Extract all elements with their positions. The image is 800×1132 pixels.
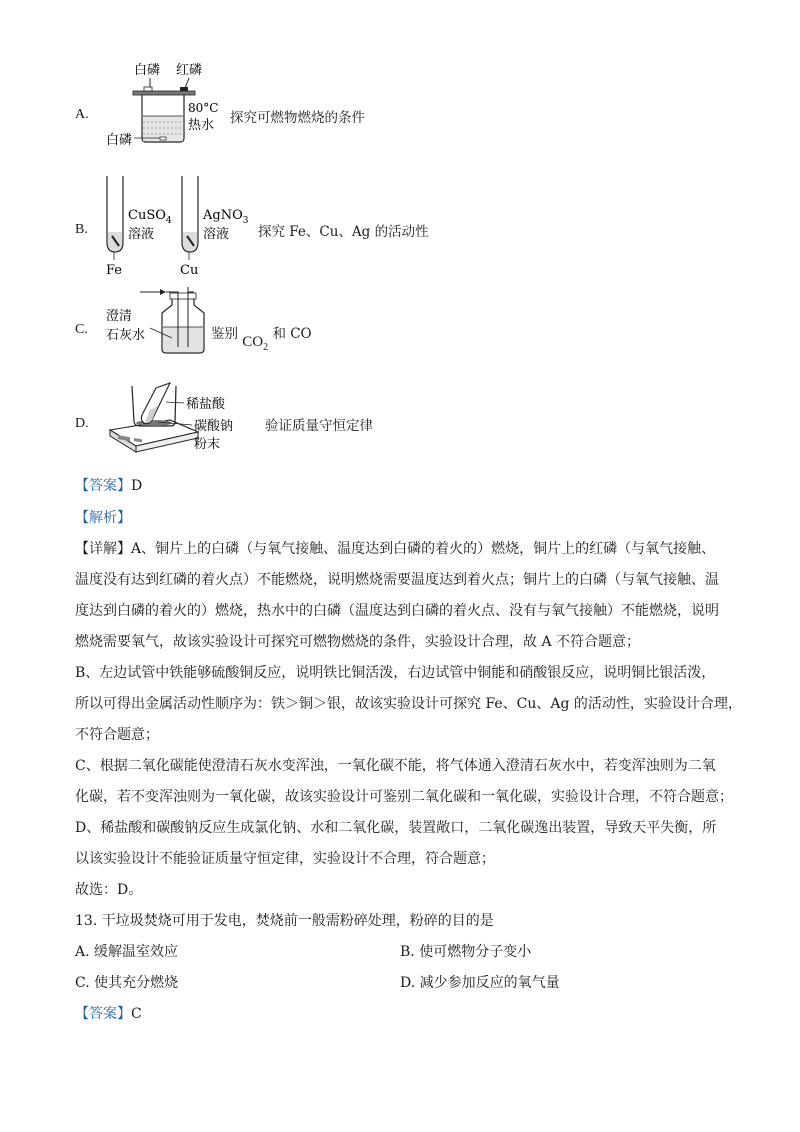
desc-suffix: 和 CO [272,326,312,342]
label-hot-water: 热水 [188,118,215,133]
option-b-letter: B. [75,222,88,237]
label-red-phosphorus: 红磷 [176,63,203,78]
q13-option-c: C. 使其充分燃烧 [75,975,179,991]
option-d-description: 验证质量守恒定律 [265,418,373,434]
detail-line-1: 【详解】A、铜片上的白磷（与氧气接触、温度达到白磷的着火的）燃烧，铜片上的红磷（与氧气接触、 [75,541,716,557]
gas-washing-bottle-figure [100,283,210,358]
question-13-stem: 13. 干垃圾焚烧可用于发电，焚烧前一般需粉碎处理，粉碎的目的是 [75,913,494,929]
option-a-letter: A. [75,107,89,122]
detail-line-12: 故选：D。 [75,882,143,898]
label-white-phosphorus-top: 白磷 [134,63,161,78]
detail-line-11: 以该实验设计不能验证质量守恒定律，实验设计不合理，符合题意； [75,851,495,867]
detail-line-9: 化碳，若不变浑浊则为一氧化碳，故该实验设计可鉴别二氧化碳和一氧化碳，实验设计合理，不符合题意； [75,789,733,805]
detail-line-5: B、左边试管中铁能够硫酸铜反应，说明铁比铜活泼，右边试管中铜能和硝酸银反应，说明铜比银活泼， [75,665,716,681]
option-c-letter: C. [75,322,88,337]
q13-option-b: B. 使可燃物分子变小 [400,944,532,960]
balance-experiment-figure [100,380,260,455]
analysis-tag: 【解析】 [75,510,131,526]
label-fe: Fe [106,263,123,278]
desc-prefix: 鉴别 [211,326,238,342]
detail-line-2: 温度没有达到红磷的着火点）不能燃烧，说明燃烧需要温度达到着火点；铜片上的白磷（与氧气接触、温 [75,572,719,588]
label-sodium-carbonate: 碳酸钠 [194,419,234,434]
option-b-description: 探究 Fe、Cu、Ag 的活动性 [258,224,429,240]
detail-tag: 【详解】 [75,541,131,557]
option-c-description [211,322,312,353]
answer-tag: 【答案】 [75,478,131,494]
label-agno3: AgNO$_3$ [203,208,249,226]
answer-value: D [131,478,143,494]
label-limewater-2: 石灰水 [106,328,146,343]
option-a-description: 探究可燃物燃烧的条件 [230,110,365,126]
label-limewater-1: 澄清 [106,309,133,324]
label-temperature: 80°C [188,101,219,115]
desc-co2: $CO_2$ [242,334,269,353]
detail-line-3: 度达到白磷的着火的）燃烧，热水中的白磷（温度达到白磷的着火点、没有与氧气接触）不能燃烧，说明 [75,603,719,619]
label-solution-1: 溶液 [128,227,155,242]
label-solution-2: 溶液 [203,227,230,242]
combustion-apparatus-figure [100,58,230,150]
answer-2-value: C [131,1006,142,1022]
label-cuso4: CuSO$_4$ [128,208,172,226]
answer-1 [75,475,142,495]
label-white-phosphorus-bottom: 白磷 [106,133,133,148]
answer-2-tag: 【答案】 [75,1006,131,1022]
label-dilute-hcl: 稀盐酸 [186,397,226,412]
detail-line-4: 燃烧需要氧气，故该实验设计可探究可燃物燃烧的条件，实验设计合理，故 A 不符合题意； [75,634,641,650]
metal-activity-figure [100,170,250,280]
option-d-letter: D. [75,416,89,431]
q13-option-a: A. 缓解温室效应 [75,944,179,960]
detail-line-8: C、根据二氧化碳能使澄清石灰水变浑浊，一氧化碳不能，将气体通入澄清石灰水中，若变浑浊则为二氧 [75,758,716,774]
label-powder: 粉末 [194,437,221,452]
label-cu: Cu [180,263,199,278]
answer-2 [75,1003,142,1023]
detail-line-7: 不符合题意； [75,727,159,743]
detail-line-10: D、稀盐酸和碳酸钠反应生成氯化钠、水和二氧化碳，装置敞口，二氧化碳逸出装置，导致天平失衡，所 [75,820,717,836]
q13-option-d: D. 减少参加反应的氧气量 [400,975,560,991]
detail-line-6: 所以可得出金属活动性顺序为：铁＞铜＞银，故该实验设计可探究 Fe、Cu、Ag 的活动性，实验设计合理， [75,696,742,712]
